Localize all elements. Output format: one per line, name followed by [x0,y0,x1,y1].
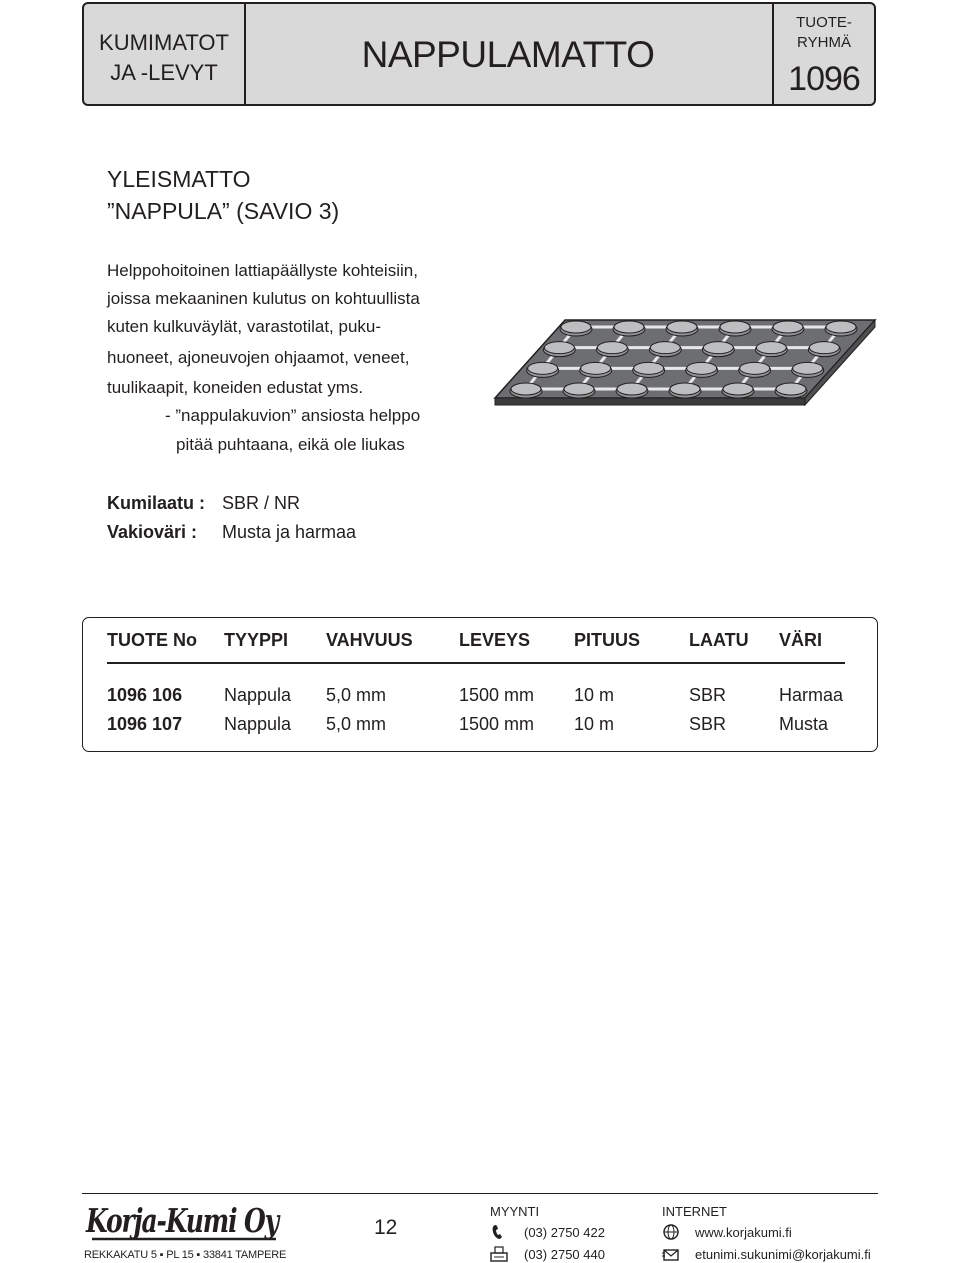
website-link[interactable]: www.korjakumi.fi [695,1225,792,1240]
svg-text:Korja-Kumi Oy: Korja-Kumi Oy [85,1201,282,1240]
table-cell-thickness: 5,0 mm [326,685,387,705]
mat-nub [720,321,750,333]
mat-nub [544,342,574,354]
mat-nub [597,342,627,354]
table-cell-product-no: 1096 107 [107,714,183,734]
mat-nub [614,321,644,333]
mat-nub [723,383,753,395]
description-line: huoneet, ajoneuvojen ohjaamot, veneet, [107,348,410,367]
table-header-vahvuus: VAHVUUS [326,630,413,650]
note-line2: pitää puhtaana, eikä ole liukas [176,435,405,454]
mat-nub [670,383,700,395]
color-label: Vakioväri : [107,522,198,542]
mat-nub [703,342,733,354]
table-cell-length: 10 m [574,685,615,705]
table-cell-length: 10 m [574,714,615,734]
mat-nub [809,342,839,354]
table-cell-color: Musta [779,714,829,734]
mat-nub [617,383,647,395]
table-cell-type: Nappula [224,685,292,705]
note-line1: - ”nappulakuvion” ansiosta helppo [165,406,421,425]
quality-label: Kumilaatu : [107,493,206,513]
group-label-line1: TUOTE- [796,14,852,31]
mat-nub [773,321,803,333]
phone-number[interactable]: (03) 2750 422 [524,1225,605,1240]
mat-edge [495,398,805,405]
table-header-tuote-no: TUOTE No [107,630,197,650]
mat-nub [756,342,786,354]
category-line1: KUMIMATOT [99,30,229,55]
table-cell-quality: SBR [689,714,727,734]
company-logo [86,1198,286,1244]
product-name-line2: ”NAPPULA” (SAVIO 3) [107,198,340,224]
description-line: joissa mekaaninen kulutus on kohtuullista [107,289,420,308]
email-icon [662,1246,680,1262]
table-header-tyyppi: TYYPPI [224,630,289,650]
table-cell-color: Harmaa [779,685,844,705]
description-line: kuten kulkuväylät, varastotilat, puku- [107,317,382,336]
mat-nub [511,383,541,395]
page-number: 12 [374,1216,398,1239]
globe-icon [662,1224,680,1240]
description-line: Helppohoitoinen lattiapäällyste kohteisiin, [107,261,418,280]
color-value: Musta ja harmaa [222,522,357,542]
footer-divider [82,1193,878,1194]
mat-nub [561,321,591,333]
phone-icon [490,1224,508,1240]
mat-nub [634,362,664,374]
sales-heading: MYYNTI [490,1204,540,1219]
mat-nub [793,362,823,374]
mat-nub [667,321,697,333]
internet-heading: INTERNET [662,1204,727,1219]
fax-icon [490,1246,508,1262]
product-name-line1: YLEISMATTO [107,166,251,192]
header-group-cell [774,4,874,104]
category-line2: JA -LEVYT [110,60,218,85]
mat-nub [740,362,770,374]
company-address: REKKAKATU 5 ▪ PL 15 ▪ 33841 TAMPERE [84,1249,287,1261]
table-header-leveys: LEVEYS [459,630,531,650]
table-cell-quality: SBR [689,685,727,705]
header-category-cell [84,4,246,104]
group-number: 1096 [788,60,860,98]
mat-nub [528,362,558,374]
mat-nub [687,362,717,374]
table-header-pituus: PITUUS [574,630,641,650]
table-header-rule [107,662,845,664]
header-box [82,2,876,106]
table-cell-type: Nappula [224,714,292,734]
table-cell-thickness: 5,0 mm [326,714,387,734]
mat-nub [581,362,611,374]
table-cell-width: 1500 mm [459,685,535,705]
table-header-vari: VÄRI [779,630,823,650]
quality-value: SBR / NR [222,493,301,513]
group-label-line2: RYHMÄ [797,34,851,51]
mat-nub [564,383,594,395]
page-title: NAPPULAMATTO [361,34,655,75]
table-header-laatu: LAATU [689,630,749,650]
mat-nub [826,321,856,333]
table-cell-product-no: 1096 106 [107,685,183,705]
mat-illustration [495,315,885,410]
header-title-cell [244,4,774,104]
description-line: tuulikaapit, koneiden edustat yms. [107,378,364,397]
email-link[interactable]: etunimi.sukunimi@korjakumi.fi [695,1247,871,1262]
table-cell-width: 1500 mm [459,714,535,734]
fax-number[interactable]: (03) 2750 440 [524,1247,605,1262]
mat-nub [650,342,680,354]
mat-nub [776,383,806,395]
